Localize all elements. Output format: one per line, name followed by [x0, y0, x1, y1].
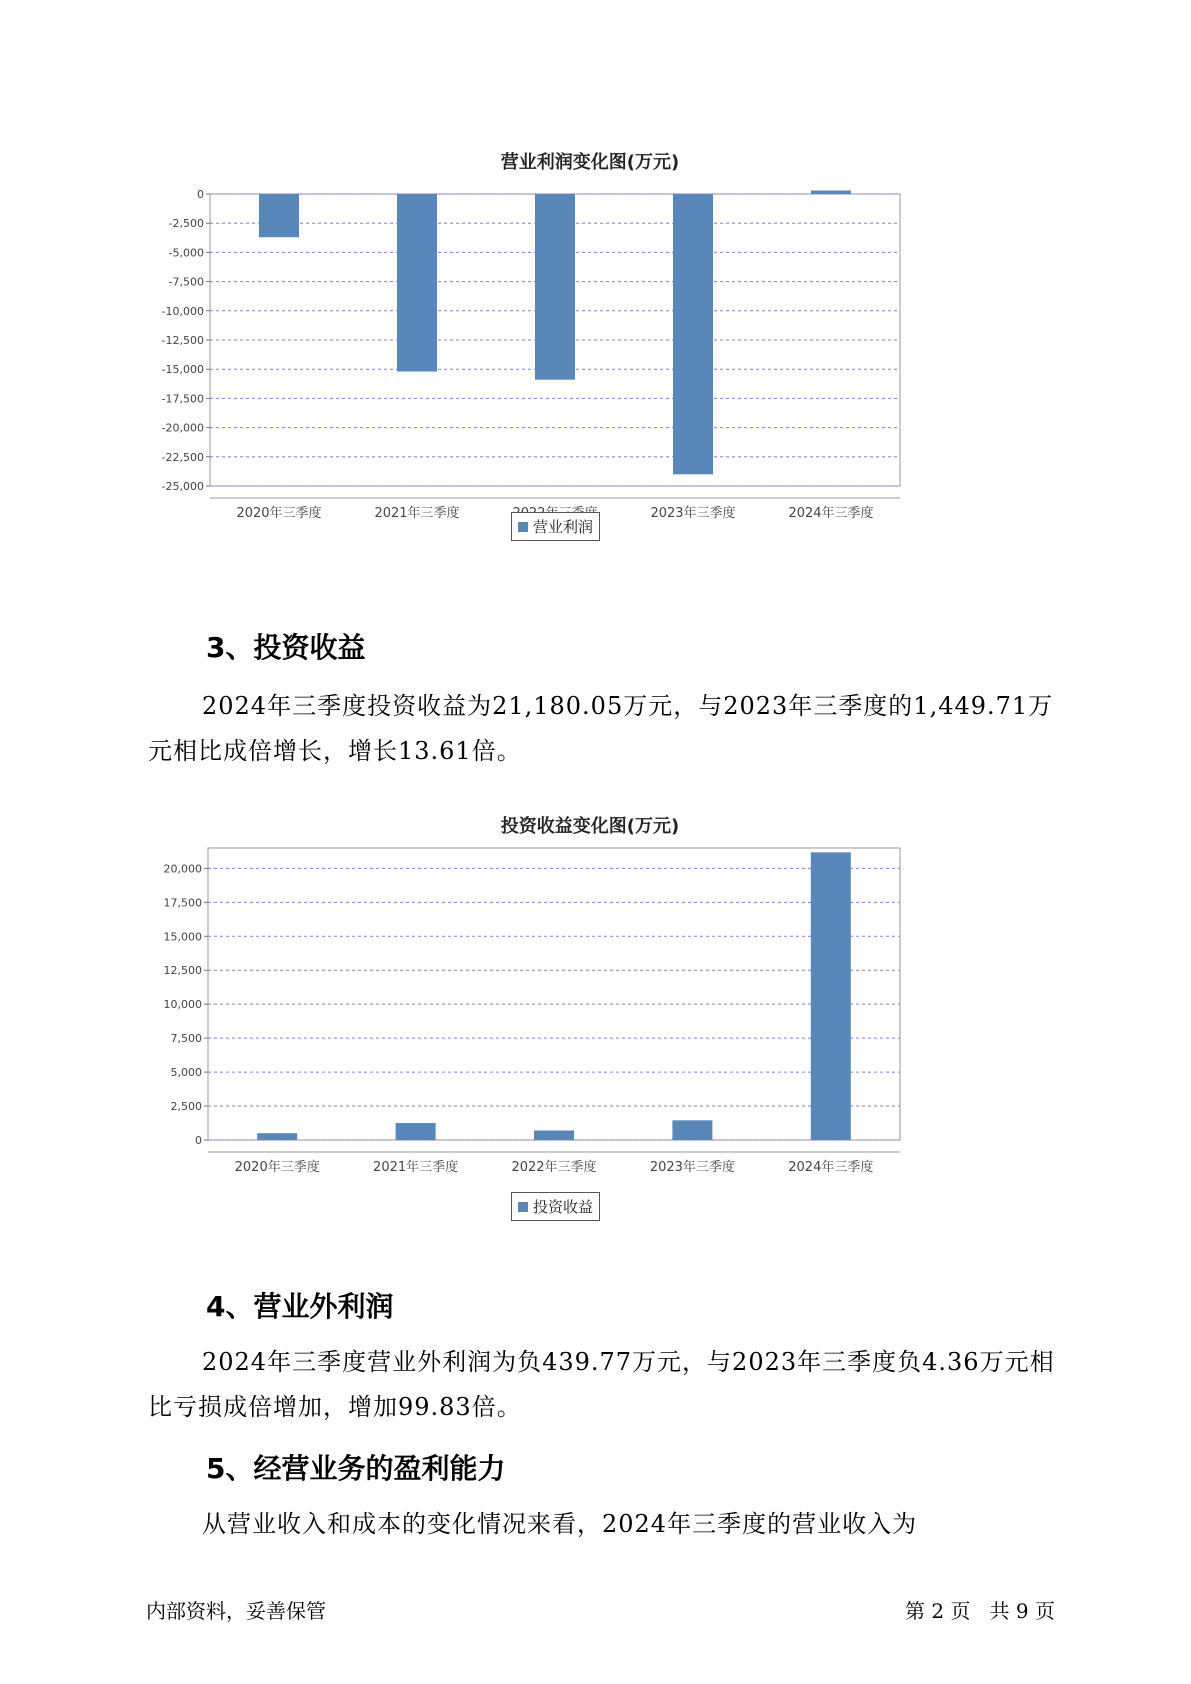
bar	[396, 1123, 436, 1140]
section-heading-investment-income: 3、投资收益	[206, 631, 366, 664]
y-tick-label: -25,000	[161, 480, 204, 493]
y-tick-label: 5,000	[170, 1066, 202, 1080]
chart-title: 投资收益变化图(万元)	[500, 816, 680, 837]
paragraph-text: 2024年三季度投资收益为21,180.05万元，与2023年三季度的1,449.71万元相比成倍增长，增长13.61倍。	[148, 692, 1054, 765]
x-tick-label: 2020年三季度	[236, 506, 322, 521]
legend-swatch	[518, 1202, 528, 1212]
section-heading-non-operating-profit: 4、营业外利润	[206, 1290, 394, 1323]
y-tick-label: 15,000	[163, 930, 202, 944]
bar	[534, 1130, 574, 1140]
y-tick-label: 20,000	[163, 862, 202, 876]
bar	[257, 1133, 297, 1140]
y-tick-label: 2,500	[170, 1100, 202, 1114]
section-paragraph-operating-profitability	[148, 1502, 1068, 1547]
plot-area	[208, 848, 900, 1140]
y-tick-label: 10,000	[163, 998, 202, 1012]
operating-profit-chart	[150, 140, 1030, 580]
x-tick-label: 2021年三季度	[373, 1160, 459, 1175]
y-tick-label: -15,000	[161, 363, 204, 377]
x-tick-label: 2024年三季度	[788, 506, 874, 521]
legend-swatch	[518, 522, 528, 532]
chart-legend	[511, 1192, 600, 1221]
x-tick-label: 2024年三季度	[788, 1160, 874, 1175]
paragraph-text: 2024年三季度营业外利润为负439.77万元，与2023年三季度负4.36万元相比亏损成倍增加，增加99.83倍。	[148, 1348, 1055, 1421]
y-tick-label: -2,500	[168, 217, 204, 231]
y-tick-label: 0	[197, 188, 204, 201]
y-tick-label: -17,500	[161, 392, 204, 406]
y-tick-label: -10,000	[161, 304, 204, 318]
paragraph-text: 从营业收入和成本的变化情况来看，2024年三季度的营业收入为	[202, 1510, 918, 1538]
legend-label: 投资收益	[533, 1198, 594, 1216]
x-tick-label: 2023年三季度	[650, 506, 736, 521]
x-tick-label: 2023年三季度	[649, 1160, 735, 1175]
x-tick-label: 2022年三季度	[511, 1160, 597, 1175]
bar	[811, 852, 851, 1140]
chart-legend	[511, 512, 600, 541]
x-tick-label: 2021年三季度	[374, 506, 460, 521]
y-tick-label: 0	[195, 1134, 202, 1147]
section-paragraph-investment-income	[148, 684, 1068, 774]
footer-confidential-note: 内部资料，妥善保管	[146, 1599, 326, 1623]
chart-title: 营业利润变化图(万元)	[500, 152, 680, 173]
y-tick-label: 17,500	[163, 896, 202, 910]
y-tick-label: -5,000	[168, 246, 204, 260]
y-tick-label: -20,000	[161, 421, 204, 435]
y-tick-label: 7,500	[170, 1032, 202, 1046]
section-heading-operating-profitability: 5、经营业务的盈利能力	[206, 1452, 506, 1485]
investment-income-chart	[150, 800, 1030, 1250]
bar	[672, 1120, 712, 1140]
y-tick-label: -12,500	[161, 334, 204, 347]
legend-label: 营业利润	[533, 518, 594, 536]
bar	[811, 190, 851, 194]
section-paragraph-non-operating-profit	[148, 1340, 1068, 1430]
bar	[673, 194, 713, 474]
chart-plot	[150, 840, 1030, 1210]
footer-page-number: 第 2 页 共 9 页	[905, 1599, 1055, 1623]
chart-plot	[150, 176, 1030, 536]
bar	[397, 194, 437, 372]
bar	[259, 194, 299, 237]
y-tick-label: 12,500	[163, 964, 202, 978]
bar	[535, 194, 575, 380]
y-tick-label: -22,500	[161, 450, 204, 464]
x-tick-label: 2020年三季度	[234, 1160, 320, 1175]
y-tick-label: -7,500	[168, 275, 204, 289]
